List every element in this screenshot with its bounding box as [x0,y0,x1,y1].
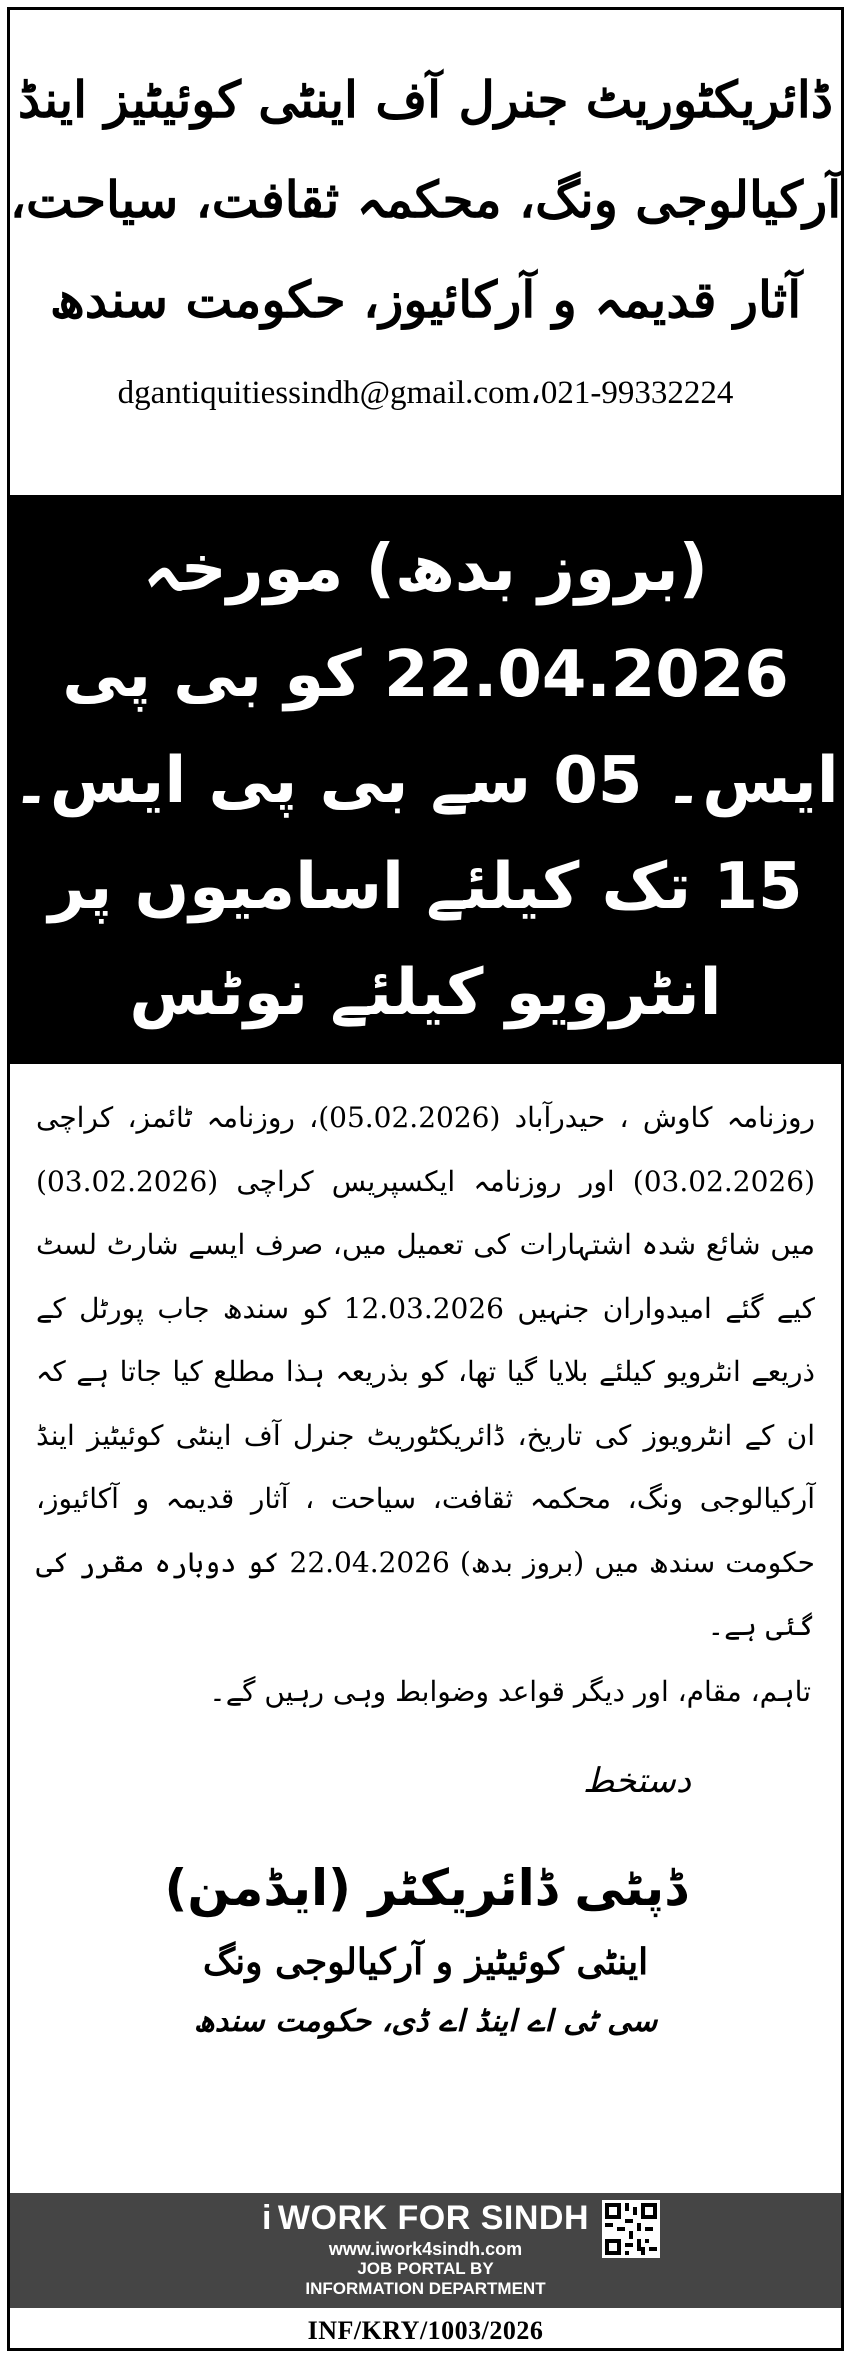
notice-banner [10,498,841,1064]
banner-line-5: انٹرویو کیلئے نوٹس [129,956,722,1030]
logo-title: WORK FOR SINDH [277,2199,590,2237]
notice-body [10,1064,841,1658]
signatory-title: ڈپٹی ڈائریکٹر (ایڈمن) [164,1858,687,1917]
notice-paragraph: روزنامہ کاوش ، حیدرآباد (05.02.2026)، روزنامہ ٹائمز، کراچی (03.02.2026) اور روزنامہ ایکسپریس کراچی (03.02.2026) میں شائع شدہ اشتہارات کی تعمیل میں، صرف ایسے شارٹ لسٹ کیے گئے امیدواران جنہیں 12.03.2026 کو سندھ جاب پورٹل کے ذریعے انٹرویو کیلئے بلایا گیا تھا، کو بذریعہ ہذا مطلع کیا جاتا ہے کہ ان کے انٹرویوز کی تاریخ، ڈائریکٹوریٹ جنرل آف اینٹی کوئیٹیز اینڈ آرکیالوجی ونگ، محکمہ ثقافت، سیاحت ، آثار قدیمہ و آکائیوز، حکومت سندھ میں (بروز بدھ) 22.04.2026 کو دوبارہ مقرر کی گئی ہے۔ [36,1101,816,1642]
contact-info: dgantiquitiessindh@gmail.com،021-99332224 [117,375,734,411]
signatory-department: سی ٹی اے اینڈ اے ڈی، حکومت سندھ [193,2003,658,2039]
header-line-3: آثار قدیمہ و آرکائیوز، حکومت سندھ [49,270,802,329]
signature-label: دستخط [582,1760,691,1801]
header-line-2: آرکیالوجی ونگ، محکمہ ثقافت، سیاحت، [9,170,842,229]
iwork-i-icon: i [261,2199,272,2237]
banner-line-1: (بروز بدھ) مورخہ [143,532,708,606]
qr-code-icon [602,2200,660,2258]
portal-url: www.iwork4sindh.com [328,2239,523,2259]
signatory-block [10,1846,841,2050]
banner-line-4: 15 تک کیلئے اسامیوں پر [48,850,803,924]
portal-subtitle-2: INFORMATION DEPARTMENT [305,2279,546,2298]
header-line-1: ڈائریکٹوریٹ جنرل آف اینٹی کوئیٹیز اینڈ [17,70,834,129]
iwork-footer-band [10,2193,841,2308]
portal-subtitle-1: JOB PORTAL BY [357,2259,494,2278]
signatory-wing: اینٹی کوئیٹیز و آرکیالوجی ونگ [202,1940,649,1983]
iwork-logo [216,2193,636,2308]
reference-number: INF/KRY/1003/2026 [307,2316,544,2345]
banner-line-3: ایس۔ 05 سے بی پی ایس۔ [12,744,839,818]
notice-closing: تاہم، مقام، اور دیگر قواعد وضوابط وہی رہیں گے۔ [209,1674,811,1708]
banner-line-2: 22.04.2026 کو بی پی [62,638,789,712]
notice-page [7,7,844,2351]
department-header [10,10,841,498]
